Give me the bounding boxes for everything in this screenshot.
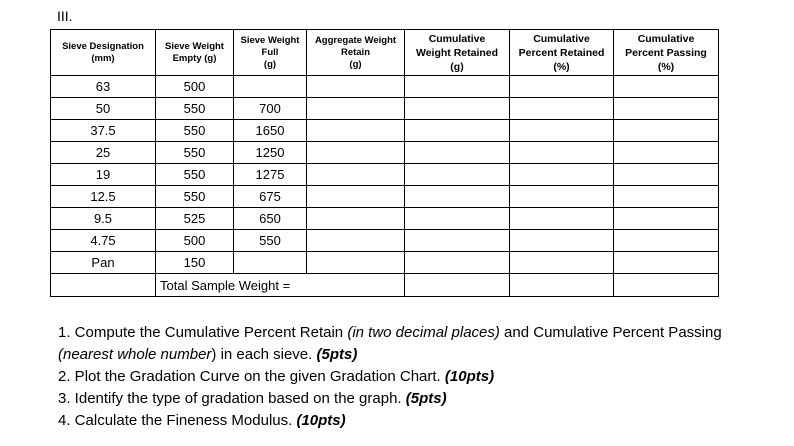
table-cell: 550 <box>156 142 234 164</box>
table-cell: 650 <box>234 208 307 230</box>
table-cell: 525 <box>156 208 234 230</box>
question-text: Identify the type of gradation based on the graph. <box>70 390 406 407</box>
table-cell <box>614 186 719 208</box>
table-cell <box>405 252 510 274</box>
table-cell <box>510 142 614 164</box>
table-cell <box>405 164 510 186</box>
question-item <box>58 322 788 366</box>
sieve-analysis-table <box>50 29 719 297</box>
table-body <box>51 76 719 297</box>
question-text: (in two decimal places) <box>347 324 500 341</box>
table-cell: 25 <box>51 142 156 164</box>
question-number: 3. <box>58 390 71 407</box>
question-points: (5pts) <box>405 390 447 407</box>
table-cell <box>510 98 614 120</box>
table-cell <box>510 208 614 230</box>
table-cell: 4.75 <box>51 230 156 252</box>
column-header-line: Cumulative <box>637 32 695 45</box>
column-header <box>51 30 156 76</box>
table-cell <box>307 120 405 142</box>
table-cell: 1250 <box>234 142 307 164</box>
column-header-line: (%) <box>553 60 570 73</box>
table-cell <box>614 230 719 252</box>
question-item <box>58 410 788 432</box>
table-cell <box>307 98 405 120</box>
table-cell <box>307 186 405 208</box>
column-header-line: Retain <box>340 46 371 58</box>
table-cell <box>405 186 510 208</box>
table-cell: 1275 <box>234 164 307 186</box>
table-cell <box>614 142 719 164</box>
column-header-line: (g) <box>263 58 277 70</box>
question-points: (10pts) <box>444 368 495 385</box>
table-row <box>51 164 719 186</box>
table-cell <box>510 164 614 186</box>
table-cell: 675 <box>234 186 307 208</box>
column-header <box>156 30 234 76</box>
question-text: (nearest whole number <box>58 346 212 363</box>
question-text: Plot the Gradation Curve on the given Gradation Chart. <box>70 368 445 385</box>
table-cell: 37.5 <box>51 120 156 142</box>
table-cell <box>307 208 405 230</box>
column-header-line: Aggregate Weight <box>314 34 397 46</box>
table-cell <box>307 76 405 98</box>
column-header-line: Sieve Weight <box>165 40 224 52</box>
table-row <box>51 98 719 120</box>
column-header-line: Cumulative <box>428 32 486 45</box>
table-cell <box>405 76 510 98</box>
table-cell <box>614 274 719 297</box>
column-header-line: Percent Retained <box>518 46 605 59</box>
table-cell: 9.5 <box>51 208 156 230</box>
table-cell: 700 <box>234 98 307 120</box>
table-cell: 550 <box>156 98 234 120</box>
instructions <box>58 322 788 432</box>
table-row <box>51 120 719 142</box>
question-number: 2. <box>58 368 71 385</box>
table-cell <box>307 142 405 164</box>
column-header-line: Sieve Designation <box>62 40 144 52</box>
table-cell: 550 <box>156 164 234 186</box>
question-number: 4. <box>58 412 71 429</box>
table-cell <box>614 98 719 120</box>
column-header-line: (g) <box>450 60 464 73</box>
table-cell: 1650 <box>234 120 307 142</box>
total-sample-weight-label: Total Sample Weight = <box>156 274 405 297</box>
column-header-line: (mm) <box>91 52 115 64</box>
table-cell <box>405 208 510 230</box>
question-points: (10pts) <box>296 412 346 429</box>
table-cell <box>510 76 614 98</box>
table-cell <box>510 120 614 142</box>
table-cell <box>405 230 510 252</box>
table-cell <box>234 252 307 274</box>
table-cell <box>510 230 614 252</box>
table-row <box>51 230 719 252</box>
column-header <box>510 30 614 76</box>
table-cell: 12.5 <box>51 186 156 208</box>
column-header-line: (%) <box>657 60 675 73</box>
question-points: (5pts) <box>316 346 358 363</box>
column-header-line: Empty (g) <box>172 52 217 64</box>
column-header <box>307 30 405 76</box>
column-header <box>614 30 719 76</box>
table-cell <box>614 208 719 230</box>
question-text: Calculate the Fineness Modulus. <box>70 412 297 429</box>
table-cell <box>614 76 719 98</box>
question-item <box>58 388 788 410</box>
table-cell <box>510 186 614 208</box>
column-header <box>405 30 510 76</box>
table-cell: 500 <box>156 230 234 252</box>
question-number: 1. <box>58 324 71 341</box>
table-cell <box>307 252 405 274</box>
table-cell <box>614 164 719 186</box>
column-header-line: Full <box>261 46 279 58</box>
total-row <box>51 274 719 297</box>
table-cell: Pan <box>51 252 156 274</box>
table-cell <box>234 76 307 98</box>
table-cell <box>51 274 156 297</box>
table-cell: 19 <box>51 164 156 186</box>
table-row <box>51 76 719 98</box>
table-cell: 550 <box>156 120 234 142</box>
table-cell <box>405 142 510 164</box>
column-header-line: (g) <box>349 58 362 70</box>
table-cell <box>405 120 510 142</box>
table-cell: 550 <box>234 230 307 252</box>
table-cell <box>510 274 614 297</box>
question-text: Compute the Cumulative Percent Retain <box>70 324 348 341</box>
table-cell <box>307 164 405 186</box>
column-header-line: Weight Retained <box>415 46 499 59</box>
table-cell <box>510 252 614 274</box>
column-header-line: Cumulative <box>533 32 590 45</box>
table-cell <box>307 230 405 252</box>
table-cell <box>405 274 510 297</box>
question-text: ) in each sieve. <box>211 346 317 363</box>
table-cell: 150 <box>156 252 234 274</box>
table-cell: 500 <box>156 76 234 98</box>
table-row <box>51 186 719 208</box>
table-cell <box>614 252 719 274</box>
table-cell: 550 <box>156 186 234 208</box>
question-text: and Cumulative Percent Passing <box>499 324 722 341</box>
column-header-line: Sieve Weight <box>240 34 300 46</box>
table-cell <box>405 98 510 120</box>
question-item <box>58 366 788 388</box>
table-row <box>51 142 719 164</box>
table-header-row <box>51 30 719 76</box>
section-label: III. <box>57 8 73 24</box>
table-cell <box>614 120 719 142</box>
table-row <box>51 252 719 274</box>
column-header <box>234 30 307 76</box>
table-cell: 63 <box>51 76 156 98</box>
column-header-line: Percent Passing <box>625 46 707 59</box>
table-row <box>51 208 719 230</box>
table-cell: 50 <box>51 98 156 120</box>
